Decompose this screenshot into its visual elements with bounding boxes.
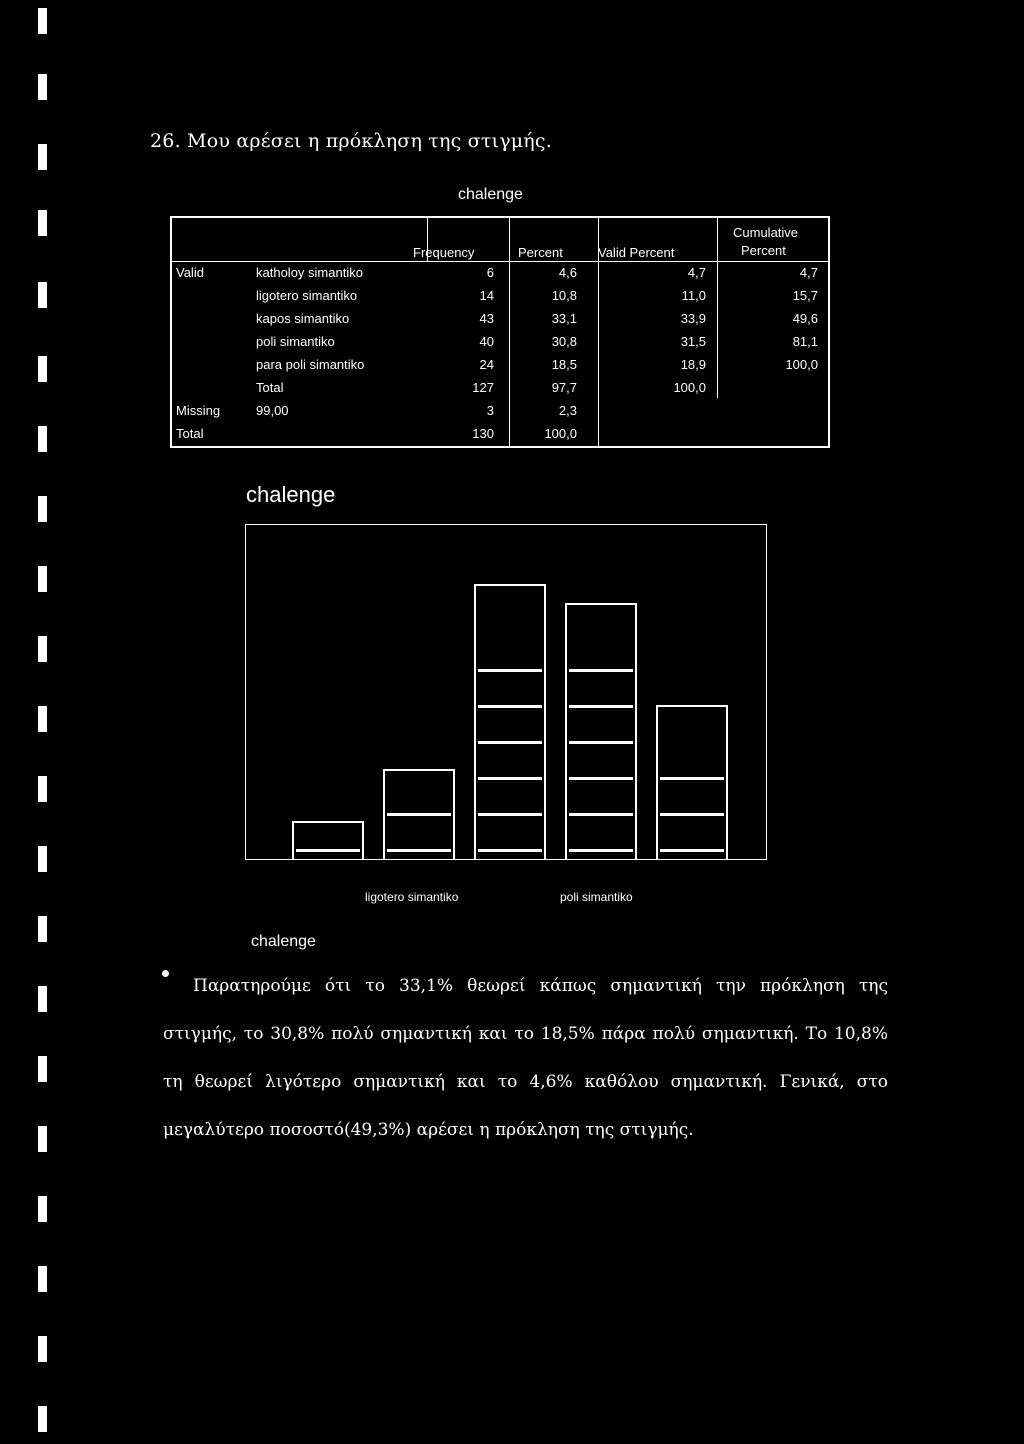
bar-para-poli-simantiko — [656, 705, 728, 859]
binding-mark — [38, 356, 47, 382]
table-cell-cumulative-percent: 100,0 — [785, 357, 818, 372]
page-heading: 26. Μου αρέσει η πρόκληση της στιγμής. — [150, 130, 552, 152]
table-cell-percent: 100,0 — [544, 426, 577, 441]
frequency-table — [170, 216, 830, 448]
table-cell-frequency: 127 — [472, 380, 494, 395]
column-divider — [717, 218, 718, 398]
table-cell-frequency: 14 — [479, 288, 494, 303]
binding-mark — [38, 1266, 47, 1292]
binding-mark — [38, 210, 47, 236]
binding-mark — [38, 916, 47, 942]
binding-mark — [38, 706, 47, 732]
x-tick-label: ligotero simantiko — [365, 890, 459, 904]
table-cell-percent: 33,1 — [551, 311, 577, 326]
table-cell-valid-percent: 33,9 — [680, 311, 706, 326]
table-cell-group: Missing — [176, 403, 221, 418]
binding-mark — [38, 776, 47, 802]
table-cell-valid-percent: 31,5 — [680, 334, 706, 349]
col-header-valid-percent: Valid Percent — [598, 245, 675, 260]
table-cell-cumulative-percent: 4,7 — [799, 265, 818, 280]
binding-mark — [38, 636, 47, 662]
table-cell-label: poli simantiko — [256, 334, 335, 349]
table-cell-percent: 10,8 — [551, 288, 577, 303]
table-cell-valid-percent: 11,0 — [681, 288, 706, 303]
header-divider — [172, 261, 828, 262]
binding-mark — [38, 496, 47, 522]
bar-hatch — [296, 849, 360, 852]
bar-hatch — [478, 777, 542, 780]
bar-hatch — [387, 813, 451, 816]
bar-poli-simantiko — [565, 603, 637, 859]
chart-title: chalenge — [246, 482, 336, 507]
table-cell-label: kapos simantiko — [256, 311, 350, 326]
x-axis-label: chalenge — [251, 933, 316, 950]
binding-mark — [38, 566, 47, 592]
col-header-percent: Percent — [518, 245, 563, 260]
table-cell-percent: 18,5 — [551, 357, 577, 372]
table-cell-frequency: 6 — [486, 265, 494, 280]
table-title: chalenge — [458, 186, 523, 203]
col-header-frequency: Frequency — [413, 245, 475, 260]
table-cell-percent: 2,3 — [558, 403, 577, 418]
binding-mark — [38, 1336, 47, 1362]
bar-hatch — [478, 705, 542, 708]
table-cell-group: Valid — [176, 265, 204, 280]
bar-hatch — [569, 813, 633, 816]
col-header-cumulative-line2: Percent — [741, 243, 786, 258]
bar-hatch — [569, 669, 633, 672]
table-cell-valid-percent: 18,9 — [680, 357, 706, 372]
bar-hatch — [478, 741, 542, 744]
bar-hatch — [569, 705, 633, 708]
column-divider — [509, 218, 510, 446]
binding-mark — [38, 1196, 47, 1222]
table-cell-percent: 30,8 — [551, 334, 577, 349]
bar-katholoy-simantiko — [292, 821, 364, 859]
table-cell-label: 99,00 — [256, 403, 289, 418]
table-cell-percent: 97,7 — [551, 380, 577, 395]
table-cell-cumulative-percent: 81,1 — [792, 334, 818, 349]
table-cell-frequency: 130 — [472, 426, 494, 441]
table-cell-cumulative-percent: 49,6 — [792, 311, 818, 326]
table-cell-valid-percent: 4,7 — [687, 265, 706, 280]
bar-hatch — [660, 849, 724, 852]
table-cell-label: para poli simantiko — [256, 357, 365, 372]
col-header-cumulative-line1: Cumulative — [733, 225, 799, 240]
binding-mark — [38, 1406, 47, 1432]
bar-hatch — [569, 849, 633, 852]
bar-hatch — [660, 813, 724, 816]
table-cell-group: Total — [176, 426, 204, 441]
binding-mark — [38, 282, 47, 308]
table-cell-frequency: 24 — [479, 357, 494, 372]
plot-area — [245, 524, 767, 860]
bar-hatch — [478, 849, 542, 852]
table-cell-cumulative-percent: 15,7 — [792, 288, 818, 303]
binding-mark — [38, 8, 47, 34]
table-cell-label: katholoy simantiko — [256, 265, 363, 280]
binding-mark — [38, 74, 47, 100]
bar-kapos-simantiko — [474, 584, 546, 859]
binding-mark — [38, 144, 47, 170]
binding-mark — [38, 1126, 47, 1152]
bar-hatch — [478, 813, 542, 816]
table-cell-percent: 4,6 — [558, 265, 577, 280]
binding-mark — [38, 426, 47, 452]
summary-paragraph: Παρατηρούμε ότι το 33,1% θεωρεί κάπως σημαντική την πρόκληση της στιγμής, το 30,8% πολύ σημαντική και το 18,5% πάρα πολύ σημαντική. Το 10,8% τη θεωρεί λιγότερο σημαντική και το 4,6% καθόλου σημαντική. Γενικά, στο μεγαλύτερο ποσοστό(49,3%) αρέσει η πρόκληση της στιγμής. — [163, 976, 888, 1140]
table-cell-frequency: 40 — [479, 334, 494, 349]
bar-hatch — [660, 777, 724, 780]
bar-hatch — [569, 777, 633, 780]
table-cell-valid-percent: 100,0 — [673, 380, 706, 395]
binding-mark — [38, 846, 47, 872]
binding-mark — [38, 986, 47, 1012]
bar-hatch — [478, 669, 542, 672]
x-tick-label: poli simantiko — [560, 890, 633, 904]
bar-hatch — [387, 849, 451, 852]
binding-mark — [38, 1056, 47, 1082]
table-cell-label: ligotero simantiko — [256, 288, 358, 303]
table-cell-label: Total — [256, 380, 284, 395]
table-cell-frequency: 3 — [486, 403, 494, 418]
table-cell-frequency: 43 — [479, 311, 494, 326]
bar-hatch — [569, 741, 633, 744]
